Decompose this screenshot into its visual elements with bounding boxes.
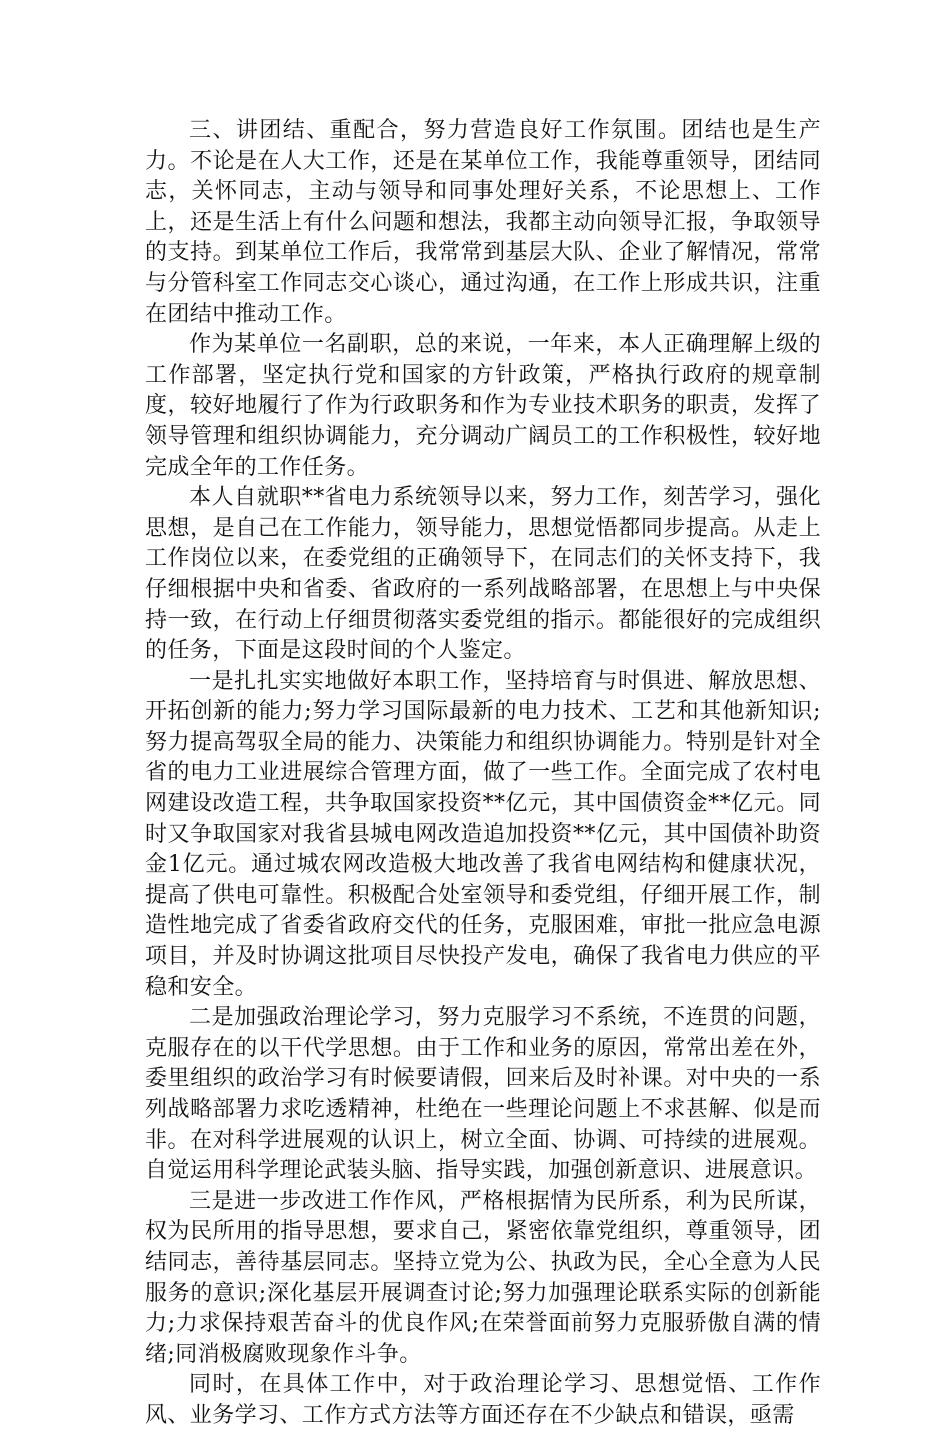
- paragraph-shortcomings: 同时，在具体工作中，对于政治理论学习、思想觉悟、工作作风、业务学习、工作方式方法等方面还存在不少缺点和错误，亟需: [145, 1372, 821, 1428]
- document-body: [145, 116, 821, 1432]
- paragraph-point-one: 一是扎扎实实地做好本职工作，坚持培育与时俱进、解放思想、开拓创新的能力;努力学习国际最新的电力技术、工艺和其他新知识;努力提高驾驭全局的能力、决策能力和组织协调能力。特别是针对全省的电力工业进展综合管理方面，做了一些工作。全面完成了农村电网建设改造工程，共争取国家投资**亿元，其中国债资金**亿元。同时又争取国家对我省县城电网改造追加投资**亿元，其中国债补助资金1亿元。通过城农网改造极大地改善了我省电网结构和健康状况，提高了供电可靠性。积极配合处室领导和委党组，仔细开展工作，制造性地完成了省委省政府交代的任务，克服困难，审批一批应急电源项目，并及时协调这批项目尽快投产发电，确保了我省电力供应的平稳和安全。: [145, 668, 821, 1000]
- paragraph-summary: 作为某单位一名副职，总的来说，一年来，本人正确理解上级的工作部署，坚定执行党和国家的方针政策，严格执行政府的规章制度，较好地履行了作为行政职务和作为专业技术职务的职责，发挥了领导管理和组织协调能力，充分调动广阔员工的工作积极性，较好地完成全年的工作任务。: [145, 332, 821, 480]
- paragraph-self-appraisal-intro: 本人自就职**省电力系统领导以来，努力工作，刻苦学习，强化思想，是自己在工作能力，领导能力，思想觉悟都同步提高。从走上工作岗位以来，在委党组的正确领导下，在同志们的关怀支持下，我仔细根据中央和省委、省政府的一系列战略部署，在思想上与中央保持一致，在行动上仔细贯彻落实委党组的指示。都能很好的完成组织的任务，下面是这段时间的个人鉴定。: [145, 485, 821, 664]
- paragraph-point-two: 二是加强政治理论学习，努力克服学习不系统，不连贯的问题，克服存在的以干代学思想。由于工作和业务的原因，常常出差在外，委里组织的政治学习有时候要请假，回来后及时补课。对中央的一系列战略部署力求吃透精神，杜绝在一些理论问题上不求甚解、似是而非。在对科学进展观的认识上，树立全面、协调、可持续的进展观。自觉运用科学理论武装头脑、指导实践，加强创新意识、进展意识。: [145, 1005, 821, 1184]
- paragraph-teamwork: 三、讲团结、重配合，努力营造良好工作氛围。团结也是生产力。不论是在人大工作，还是在某单位工作，我能尊重领导，团结同志，关怀同志，主动与领导和同事处理好关系，不论思想上、工作上，还是生活上有什么问题和想法，我都主动向领导汇报，争取领导的支持。到某单位工作后，我常常到基层大队、企业了解情况，常常与分管科室工作同志交心谈心，通过沟通，在工作上形成共识，注重在团结中推动工作。: [145, 118, 821, 327]
- paragraph-point-three: 三是进一步改进工作作风，严格根据情为民所系，利为民所谋，权为民所用的指导思想，要求自己，紧密依靠党组织，尊重领导，团结同志，善待基层同志。坚持立党为公、执政为民，全心全意为人民服务的意识;深化基层开展调查讨论;努力加强理论联系实际的创新能力;力求保持艰苦奋斗的优良作风;在荣誉面前努力克服骄傲自满的情绪;同消极腐败现象作斗争。: [145, 1188, 821, 1367]
